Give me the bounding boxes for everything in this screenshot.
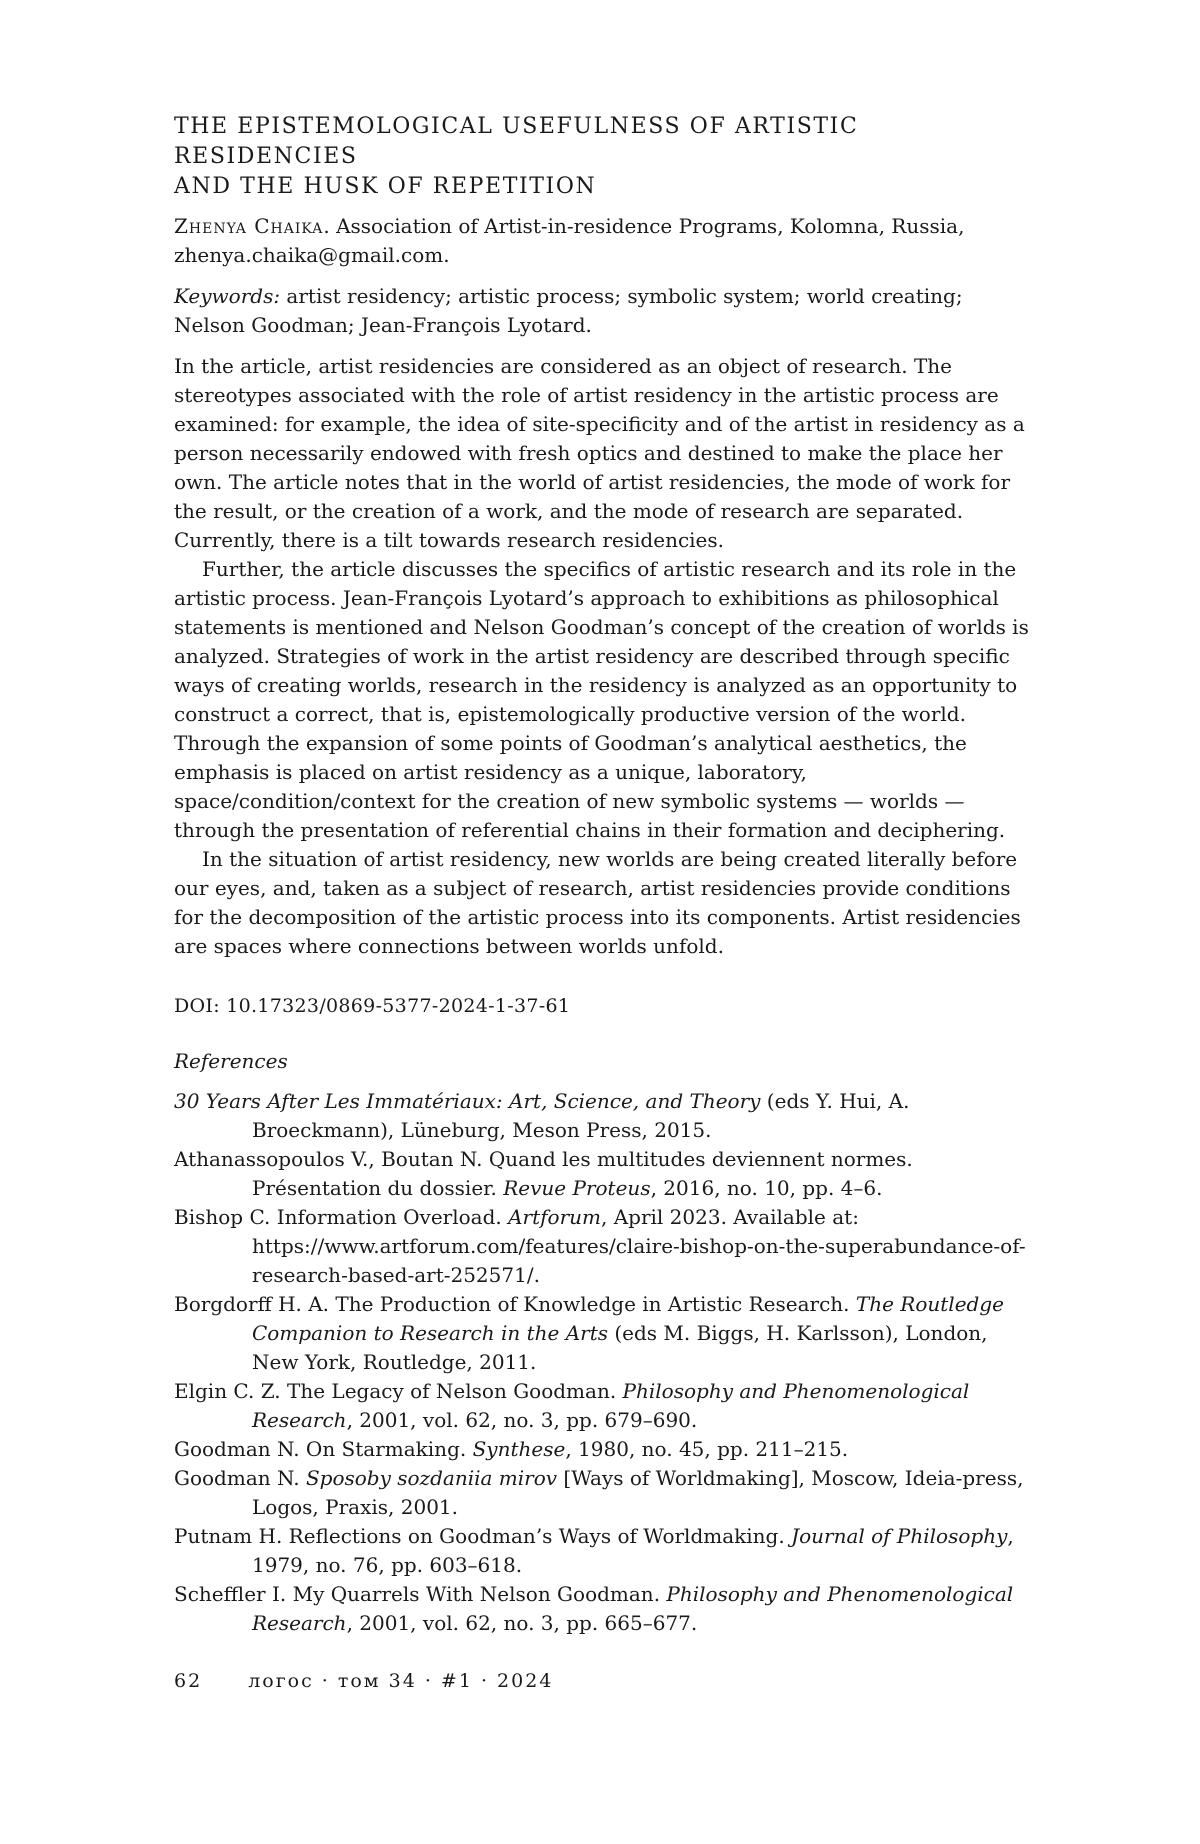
author-name: Zhenya Chaika [174, 214, 324, 238]
reference-text: Scheffler I. My Quarrels With Nelson Goodman. [174, 1582, 667, 1606]
reference-details: , 1979, no. 76, pp. 603–618. [252, 1524, 1014, 1577]
keywords-text: artist residency; artistic process; symbolic system; world creating; Nelson Goodman; Jean-François Lyotard. [174, 284, 963, 337]
abstract-paragraph-1: In the article, artist residencies are considered as an object of research. The stereotypes associated with the role of artist residency in the artistic process are examined: for example, the idea of site-specificity and of the artist in residency as a person necessarily endowed with fresh optics and destined to make the place her own. The article notes that in the world of artist residencies, the mode of work for the result, or the creation of a work, and the mode of research are separated. Currently, there is a tilt towards research residencies. [174, 354, 1025, 552]
reference-text: Borgdorff H. A. The Production of Knowledge in Artistic Research. [174, 1292, 856, 1316]
reference-item [174, 1464, 1032, 1522]
reference-text: Goodman N. On Starmaking. [174, 1437, 473, 1461]
reference-source: The Routledge Companion to Research in the Arts [252, 1292, 1004, 1345]
abstract-paragraph-2: Further, the article discusses the specifics of artistic research and its role in the artistic process. Jean-François Lyotard’s approach to exhibitions as philosophical statements is mentioned and Nelson Goodman’s concept of the creation of worlds is analyzed. Strategies of work in the artist residency are described through specific ways of creating worlds, research in the residency is analyzed as an opportunity to construct a correct, that is, epistemologically productive version of the world. Through the expansion of some points of Goodman’s analytical aesthetics, the emphasis is placed on artist residency as a unique, laboratory, space/condition/context for the creation of new symbolic systems — worlds — through the presentation of referential chains in their formation and deciphering. [174, 557, 1029, 842]
reference-text: Putnam H. Reflections on Goodman’s Ways of Worldmaking. [174, 1524, 792, 1548]
reference-item [174, 1087, 1032, 1145]
reference-details: , 2001, vol. 62, no. 3, pp. 665–677. [346, 1611, 698, 1635]
reference-text: Elgin C. Z. The Legacy of Nelson Goodman. [174, 1379, 623, 1403]
doi: DOI: 10.17323/0869-5377-2024-1-37-61 [174, 995, 571, 1017]
title-line-2: AND THE HUSK OF REPETITION [174, 174, 597, 199]
reference-item [174, 1435, 1032, 1464]
reference-details: (eds Y. Hui, A. Broeckmann), Lüneburg, Meson Press, 2015. [252, 1089, 910, 1142]
reference-text: Goodman N. [174, 1466, 306, 1490]
reference-item [174, 1203, 1032, 1290]
reference-details: , 1980, no. 45, pp. 211–215. [565, 1437, 849, 1461]
abstract [174, 352, 1032, 961]
reference-item [174, 1145, 1032, 1203]
article-page [174, 112, 1032, 1638]
reference-details: , 2001, vol. 62, no. 3, pp. 679–690. [346, 1408, 698, 1432]
reference-details: [Ways of Worldmaking], Moscow, Ideia-press, Logos, Praxis, 2001. [252, 1466, 1024, 1519]
reference-text: Athanassopoulos V., Boutan N. Quand les multitudes deviennent normes. Présentation du dossier. [174, 1147, 913, 1200]
reference-source: Philosophy and Phenomenological Research [252, 1379, 970, 1432]
reference-details: (eds M. Biggs, H. Karlsson), London, New York, Routledge, 2011. [252, 1321, 988, 1374]
abstract-paragraph-3: In the situation of artist residency, new worlds are being created literally before our eyes, and, taken as a subject of research, artist residencies provide conditions for the decomposition of the artistic process into its components. Artist residencies are spaces where connections between worlds unfold. [174, 847, 1021, 958]
article-title [174, 112, 1032, 202]
reference-source: Sposoby sozdaniia mirov [305, 1466, 558, 1490]
page-number: 62 [174, 1670, 203, 1692]
reference-source: Revue Proteus [503, 1176, 651, 1200]
reference-details: , 2016, no. 10, pp. 4–6. [650, 1176, 883, 1200]
keywords [174, 282, 1032, 340]
reference-details: , April 2023. Available at: https://www.artforum.com/features/claire-bishop-on-the-superabundance-of-research-based-art-252571/. [252, 1205, 1026, 1287]
references-list [174, 1087, 1032, 1638]
reference-item [174, 1377, 1032, 1435]
reference-source: 30 Years After Les Immatériaux: Art, Science, and Theory [174, 1089, 761, 1113]
reference-source: Journal of Philosophy [791, 1524, 1008, 1548]
reference-item [174, 1580, 1032, 1638]
reference-item [174, 1522, 1032, 1580]
author-affiliation: . Association of Artist-in-residence Programs, Kolomna, Russia, [323, 214, 965, 238]
reference-item [174, 1290, 1032, 1377]
title-line-1: THE EPISTEMOLOGICAL USEFULNESS OF ARTISTIC RESIDENCIES [174, 114, 859, 169]
reference-text: Bishop C. Information Overload. [174, 1205, 509, 1229]
author-email: zhenya.chaika@gmail.com. [174, 243, 450, 267]
reference-source: Philosophy and Phenomenological Research [252, 1582, 1014, 1635]
reference-source: Artforum [508, 1205, 601, 1229]
keywords-label: Keywords: [174, 284, 281, 308]
author-line [174, 212, 1032, 270]
journal-running-foot: логос · том 34 · #1 · 2024 [248, 1670, 554, 1692]
page-footer [174, 1670, 553, 1692]
references-heading: References [174, 1049, 288, 1073]
reference-source: Synthese [472, 1437, 566, 1461]
